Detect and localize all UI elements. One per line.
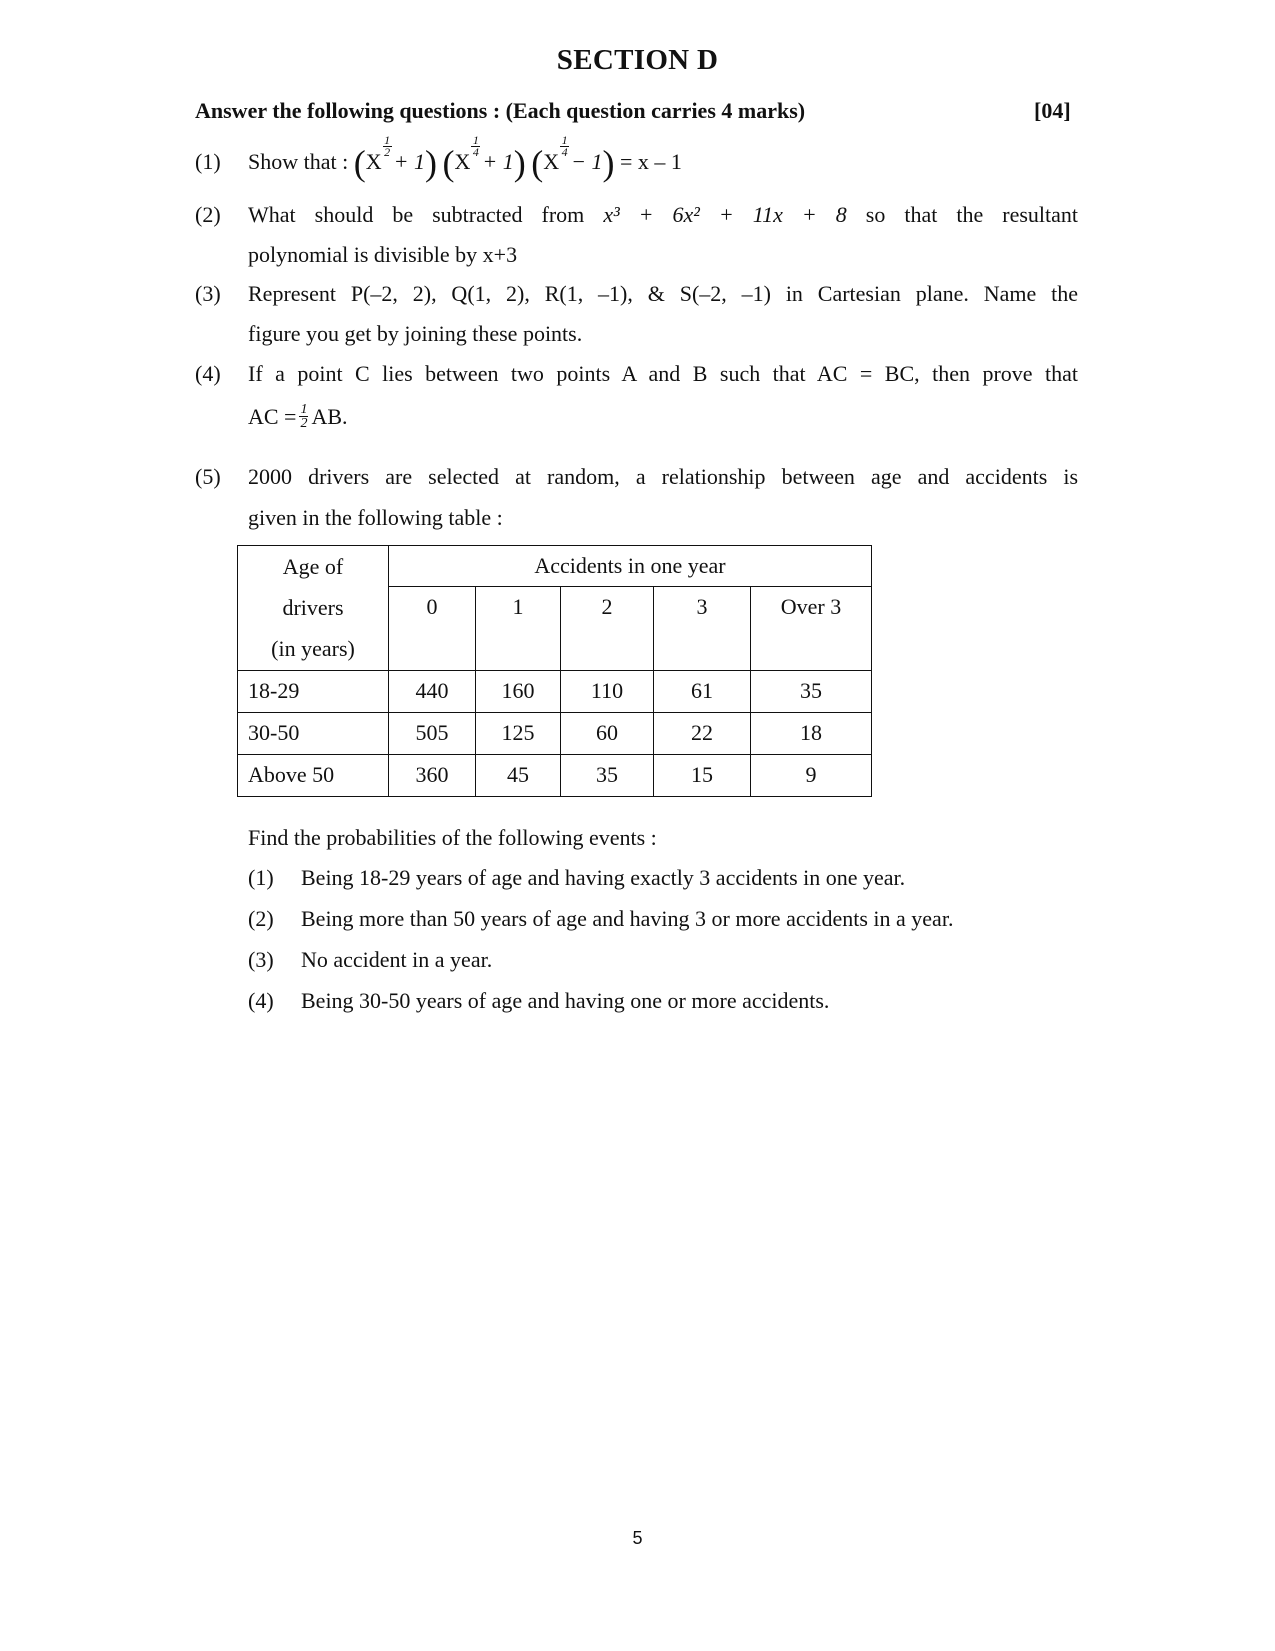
question-1-text: Show that : (X 1 2 + 1) (X 1 4 + 1) (X 1 4 − 1) = x – 1 (248, 133, 682, 183)
section-title: SECTION D (556, 44, 719, 76)
marks-label: [04] (1034, 98, 1071, 123)
event-2-text: Being more than 50 years of age and having 3 or more accidents in a year. (301, 906, 954, 931)
question-3-line-1: Represent P(–2, 2), Q(1, 2), R(1, –1), & S(–2, –1) in Cartesian plane. Name the (248, 281, 1078, 306)
event-3-number: (3) (248, 947, 274, 972)
question-4-line-1: If a point C lies between two points A and B such that AC = BC, then prove that (248, 361, 1078, 386)
table-cell: 35 (751, 671, 872, 713)
table-row (238, 671, 872, 713)
table-cell: 60 (561, 713, 654, 755)
q1-base-3: X (543, 149, 560, 174)
event-1-number: (1) (248, 865, 274, 890)
table-cell: 160 (476, 671, 561, 713)
question-2-number: (2) (195, 202, 221, 227)
table-cell: 440 (389, 671, 476, 713)
question-3-number: (3) (195, 281, 221, 306)
q2-polynomial: x³ + 6x² + 11x + 8 (603, 202, 847, 227)
table-cell: 360 (389, 755, 476, 797)
accidents-header-cell: Accidents in one year (389, 546, 872, 587)
age-cell: 30-50 (238, 713, 389, 755)
age-header-cell: Age of drivers (in years) (238, 546, 389, 671)
q1-prefix: Show that : (248, 149, 349, 174)
table-row (238, 755, 872, 797)
page-number: 5 (632, 1528, 643, 1548)
age-cell: 18-29 (238, 671, 389, 713)
q1-exponent-2: 1 4 (472, 133, 479, 159)
q1-exponent-1: 1 2 (384, 133, 391, 159)
question-4-line-2 (248, 402, 348, 432)
question-3-line-2: figure you get by joining these points. (248, 321, 583, 346)
accidents-table (237, 545, 872, 797)
question-1-number: (1) (195, 149, 221, 174)
probability-intro: Find the probabilities of the following events : (248, 825, 657, 850)
event-2-number: (2) (248, 906, 274, 931)
column-header: 3 (654, 587, 751, 671)
table-cell: 45 (476, 755, 561, 797)
table-row (238, 713, 872, 755)
table-cell: 35 (561, 755, 654, 797)
question-2-line-2: polynomial is divisible by x+3 (248, 242, 518, 267)
column-header: 0 (389, 587, 476, 671)
table-cell: 15 (654, 755, 751, 797)
table-cell: 125 (476, 713, 561, 755)
question-4-number: (4) (195, 361, 221, 386)
q1-base-1: X (365, 149, 382, 174)
q4-half-fraction: $\frac{1}{2}$ (300, 402, 308, 432)
question-5-number: (5) (195, 464, 221, 489)
q1-minus-one: − 1 (571, 149, 603, 174)
column-header: 1 (476, 587, 561, 671)
question-5-line-1: 2000 drivers are selected at random, a relationship between age and accidents is (248, 464, 1078, 489)
event-3-text: No accident in a year. (301, 947, 493, 972)
column-header: 2 (561, 587, 654, 671)
event-4-number: (4) (248, 988, 274, 1013)
q1-plus-one-2: + 1 (482, 149, 514, 174)
table-cell: 22 (654, 713, 751, 755)
q2-text-b: so that the resultant (865, 202, 1078, 227)
event-4-text: Being 30-50 years of age and having one or more accidents. (301, 988, 830, 1013)
table-cell: 18 (751, 713, 872, 755)
age-cell: Above 50 (238, 755, 389, 797)
q1-base-2: X (454, 149, 471, 174)
table-cell: 110 (561, 671, 654, 713)
q4-ac-label: AC = (248, 404, 297, 429)
event-1-text: Being 18-29 years of age and having exactly 3 accidents in one year. (301, 865, 906, 890)
table-cell: 505 (389, 713, 476, 755)
question-5-line-2: given in the following table : (248, 505, 503, 530)
table-cell: 61 (654, 671, 751, 713)
q2-text-a: What should be subtracted from (248, 202, 585, 227)
question-2-line-1 (248, 203, 1078, 227)
column-header: Over 3 (751, 587, 872, 671)
instruction-text: Answer the following questions : (Each question carries 4 marks) (195, 98, 806, 123)
q1-exponent-3: 1 4 (561, 133, 568, 159)
q1-suffix: = x – 1 (619, 149, 682, 174)
q1-plus-one: + 1 (393, 149, 425, 174)
table-cell: 9 (751, 755, 872, 797)
q4-ab-label: AB. (311, 404, 348, 429)
